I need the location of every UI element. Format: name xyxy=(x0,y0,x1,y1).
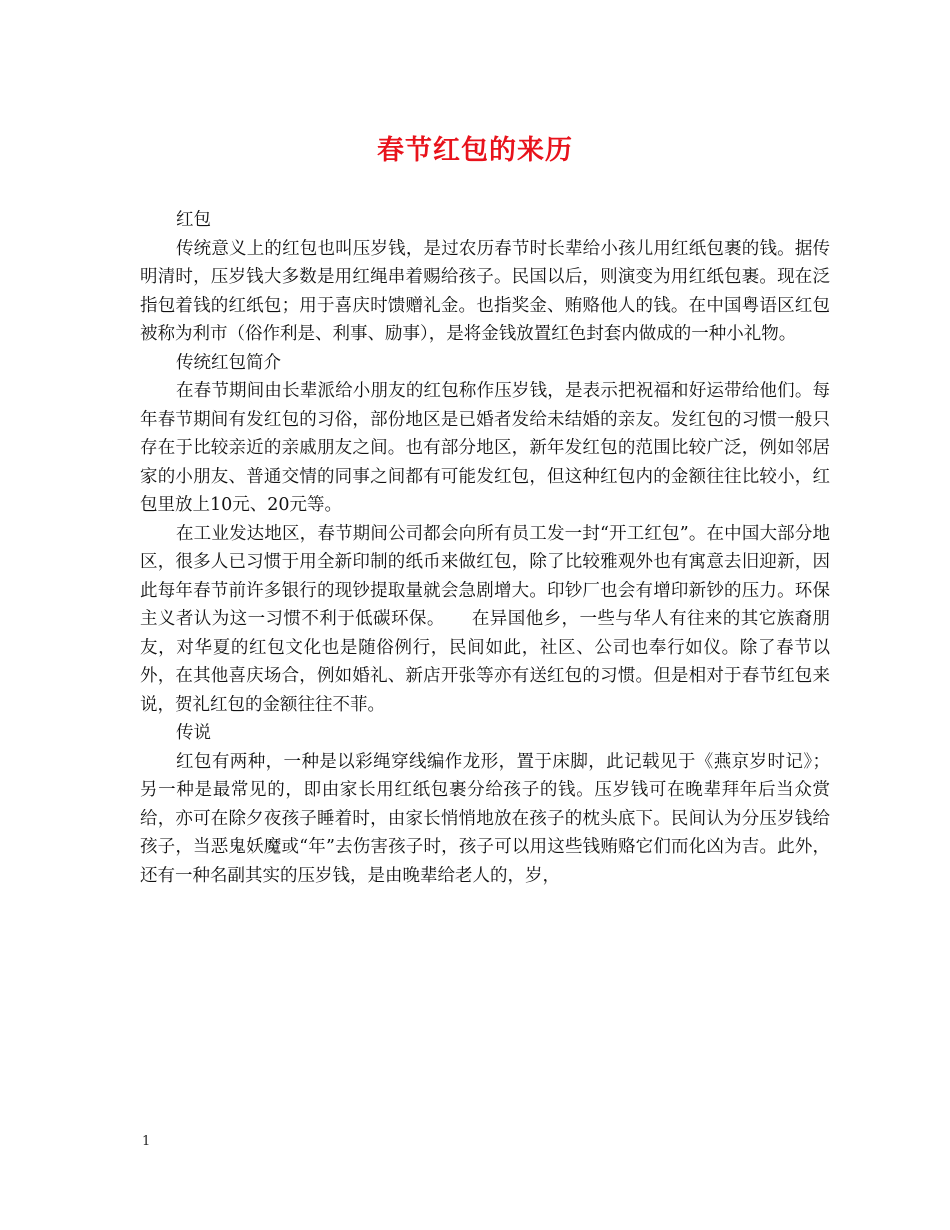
document-body xyxy=(140,206,830,890)
paragraph: 红包有两种，一种是以彩绳穿线编作龙形，置于床脚，此记载见于《燕京岁时记》；另一种是最常见的，即由家长用红纸包裹分给孩子的钱。压岁钱可在晚辈拜年后当众赏给，亦可在除夕夜孩子睡着时，由家长悄悄地放在孩子的枕头底下。民间认为分压岁钱给孩子，当恶鬼妖魔或“年”去伤害孩子时，孩子可以用这些钱贿赂它们而化凶为吉。此外，还有一种名副其实的压岁钱，是由晚辈给老人的，岁， xyxy=(140,751,830,886)
document-title: 春节红包的来历 xyxy=(377,135,573,166)
section-heading-legend: 传说 xyxy=(176,723,211,743)
page-number: 1 xyxy=(142,1134,151,1149)
section-heading-intro: 传统红包简介 xyxy=(176,352,281,373)
paragraph: 在春节期间由长辈派给小朋友的红包称作压岁钱，是表示把祝福和好运带给他们。每年春节期间有发红包的习俗，部份地区是已婚者发给未结婚的亲友。发红包的习惯一般只存在于比较亲近的亲戚朋友之间。也有部分地区，新年发红包的范围比较广泛，例如邻居家的小朋友、普通交情的同事之间都有可能发红包，但这种红包内的金额往往比较小，红包里放上10元、20元等。 xyxy=(140,381,830,515)
paragraph: 在工业发达地区，春节期间公司都会向所有员工发一封“开工红包”。在中国大部分地区，很多人已习惯于用全新印制的纸币来做红包，除了比较雅观外也有寓意去旧迎新，因此每年春节前许多银行的现钞提取量就会急剧增大。印钞厂也会有增印新钞的压力。环保主义者认为这一习惯不利于低碳环保。 在异国他乡，一些与华人有往来的其它族裔朋友，对华夏的红包文化也是随俗例行，民间如此，社区、公司也奉行如仪。除了春节以外，在其他喜庆场合，例如婚礼、新店开张等亦有送红包的习惯。但是相对于春节红包来说，贺礼红包的金额往往不菲。 xyxy=(140,523,830,715)
section-heading-hongbao: 红包 xyxy=(176,210,211,230)
paragraph: 传统意义上的红包也叫压岁钱，是过农历春节时长辈给小孩儿用红纸包裹的钱。据传明清时，压岁钱大多数是用红绳串着赐给孩子。民国以后，则演变为用红纸包裹。现在泛指包着钱的红纸包；用于喜庆时馈赠礼金。也指奖金、贿赂他人的钱。在中国粤语区红包被称为利市（俗作利是、利事、励事），是将金钱放置红色封套内做成的一种小礼物。 xyxy=(140,238,830,344)
